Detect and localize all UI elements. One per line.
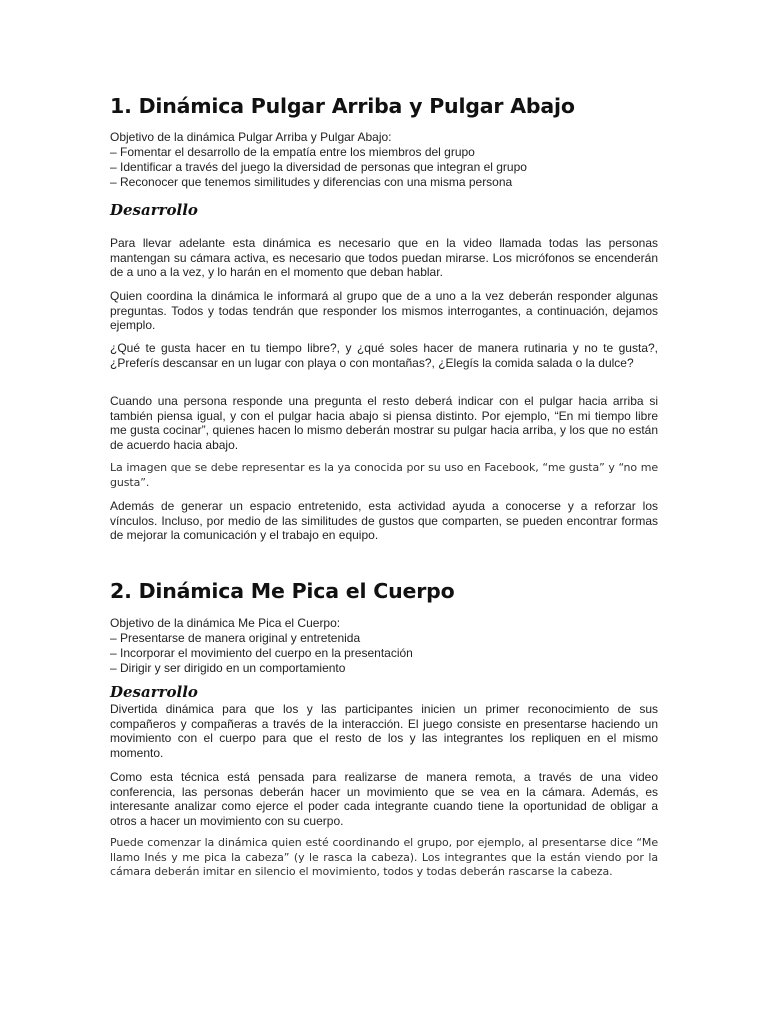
section-2-development-heading: Desarrollo: [110, 683, 198, 701]
section-1-objectives: [110, 130, 658, 190]
section-1-paragraph: La imagen que se debe representar es la ya conocida por su uso en Facebook, “me gusta” y “no me gusta”.: [110, 461, 658, 489]
section-1-paragraph: Cuando una persona responde una pregunta el resto deberá indicar con el pulgar hacia arriba si también piensa igual, y con el pulgar hacia abajo si piensa distinto. Por ejemplo, “En mi tiempo libre me gusta cocinar”, quienes hacen lo mismo deberán mostrar su pulgar hacia arriba, y los que no están de acuerdo hacia abajo.: [110, 394, 658, 452]
objective-line: – Incorporar el movimiento del cuerpo en la presentación: [110, 646, 413, 660]
objective-line: – Presentarse de manera original y entretenida: [110, 631, 361, 645]
section-2-paragraph: Divertida dinámica para que los y las participantes inicien un primer reconocimiento de sus compañeros y compañeras a través de la interacción. El juego consiste en presentarse haciendo un movimiento con el cuerpo para que el resto de los y las integrantes los repliquen en el mismo momento.: [110, 702, 658, 760]
section-2-paragraph: Como esta técnica está pensada para realizarse de manera remota, a través de una video conferencia, las personas deberán hacer un movimiento que se vea en la cámara. Además, es interesante analizar como ejerce el poder cada integrante cuando tiene la oportunidad de obligar a otros a hacer un movimiento con su cuerpo.: [110, 770, 658, 828]
section-2-objectives: [110, 616, 658, 676]
section-1-paragraph: Para llevar adelante esta dinámica es necesario que en la video llamada todas las personas mantengan su cámara activa, es necesario que todos puedan mirarse. Los micrófonos se encenderán de a uno a la vez, y lo harán en el momento que deban hablar.: [110, 236, 658, 279]
objective-line: – Reconocer que tenemos similitudes y diferencias con una misma persona: [110, 175, 513, 189]
section-1-development-heading: Desarrollo: [110, 201, 198, 219]
section-1-paragraph: ¿Qué te gusta hacer en tu tiempo libre?, y ¿qué soles hacer de manera rutinaria y no te gusta?, ¿Preferís descansar en un lugar con playa o con montañas?, ¿Elegís la comida salada o la dulce?: [110, 341, 658, 370]
objective-line: Objetivo de la dinámica Pulgar Arriba y Pulgar Abajo:: [110, 130, 392, 144]
section-1-paragraph: Además de generar un espacio entretenido, esta actividad ayuda a conocerse y a reforzar los vínculos. Incluso, por medio de las similitudes de gustos que comparten, se pueden encontrar formas de mejorar la comunicación y el trabajo en equipo.: [110, 499, 658, 542]
objective-line: – Identificar a través del juego la diversidad de personas que integran el grupo: [110, 160, 527, 174]
section-1-title: 1. Dinámica Pulgar Arriba y Pulgar Abajo: [110, 94, 575, 118]
objective-line: – Dirigir y ser dirigido en un comportamiento: [110, 661, 346, 675]
section-2-paragraph: Puede comenzar la dinámica quien esté coordinando el grupo, por ejemplo, al presentarse dice “Me llamo Inés y me pica la cabeza” (y le rasca la cabeza). Los integrantes que la están viendo por la cámara deberán imitar en silencio el movimiento, todos y todas deberán rascarse la cabeza.: [110, 836, 658, 878]
section-1-paragraph: Quien coordina la dinámica le informará al grupo que de a uno a la vez deberán responder algunas preguntas. Todos y todas tendrán que responder los mismos interrogantes, a continuación, dejamos ejemplo.: [110, 289, 658, 332]
objective-line: – Fomentar el desarrollo de la empatía entre los miembros del grupo: [110, 145, 475, 159]
objective-line: Objetivo de la dinámica Me Pica el Cuerpo:: [110, 616, 341, 630]
section-2-title: 2. Dinámica Me Pica el Cuerpo: [110, 579, 455, 603]
